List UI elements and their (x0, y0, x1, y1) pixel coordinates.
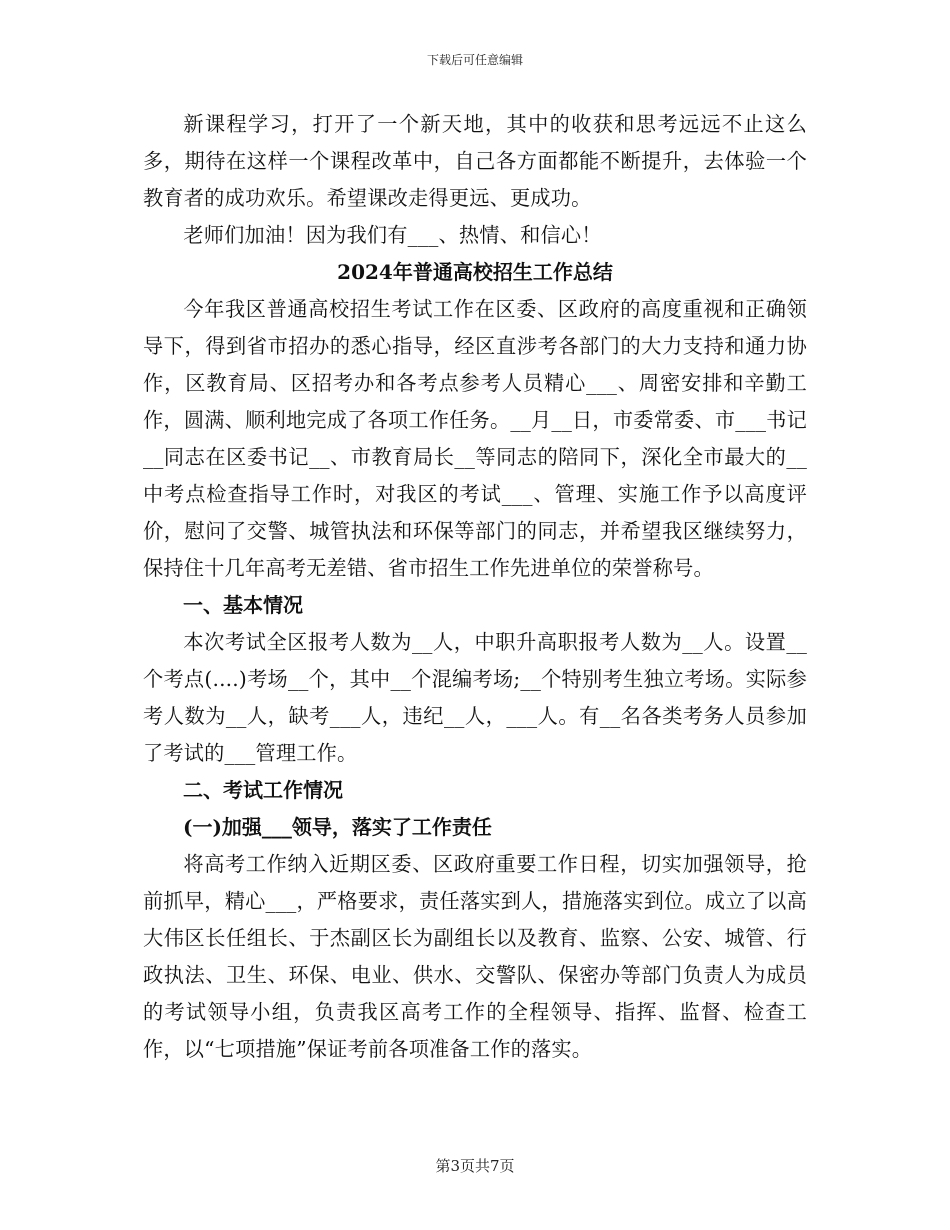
paragraph-leadership: 将高考工作纳入近期区委、区政府重要工作日程，切实加强领导，抢前抓早，精心___，严格要求，责任落实到人，措施落实到位。成立了以高大伟区长任组长、于杰副区长为副组长以及教育、监察、公安、城管、行政执法、卫生、环保、电业、供水、交警队、保密办等部门负责人为成员的考试领导小组，负责我区高考工作的全程领导、指挥、监督、检查工作，以“七项措施”保证考前各项准备工作的落实。 (143, 852, 807, 1061)
page-header-note: 下载后可任意编辑 (426, 53, 523, 67)
paragraph-encouragement: 老师们加油！因为我们有___、热情、和信心！ (183, 223, 602, 247)
section-heading-exam-work: 二、考试工作情况 (183, 778, 343, 802)
document-title: 2024年普通高校招生工作总结 (337, 260, 613, 284)
paragraph-introduction: 今年我区普通高校招生考试工作在区委、区政府的高度重视和正确领导下，得到省市招办的悉心指导，经区直涉考各部门的大力支持和通力协作，区教育局、区招考办和各考点参考人员精心___、周密安排和辛勤工作，圆满、顺利地完成了各项工作任务。__月__日，市委常委、市___书记__同志在区委书记__、市教育局长__等同志的陪同下，深化全市最大的__中考点检查指导工作时，对我区的考试___、管理、实施工作予以高度评价，慰问了交警、城管执法和环保等部门的同志，并希望我区继续努力，保持住十几年高考无差错、省市招生工作先进单位的荣誉称号。 (143, 297, 807, 580)
document-body (143, 106, 807, 1068)
paragraph-course-reflection: 新课程学习，打开了一个新天地，其中的收获和思考远远不止这么多，期待在这样一个课程改革中，自己各方面都能不断提升，去体验一个教育者的成功欢乐。希望课改走得更远、更成功。 (143, 112, 807, 210)
subsection-heading-leadership: (一)加强___领导，落实了工作责任 (183, 815, 492, 839)
paragraph-basic-info: 本次考试全区报考人数为__人，中职升高职报考人数为__人。设置__个考点(....)考场__个，其中__个混编考场;__个特别考生独立考场。实际参考人数为__人，缺考___人，违纪__人，___人。有__名各类考务人员参加了考试的___管理工作。 (143, 630, 807, 765)
section-heading-basic-info: 一、基本情况 (183, 593, 303, 617)
page-number: 第3页共7页 (435, 1157, 515, 1175)
